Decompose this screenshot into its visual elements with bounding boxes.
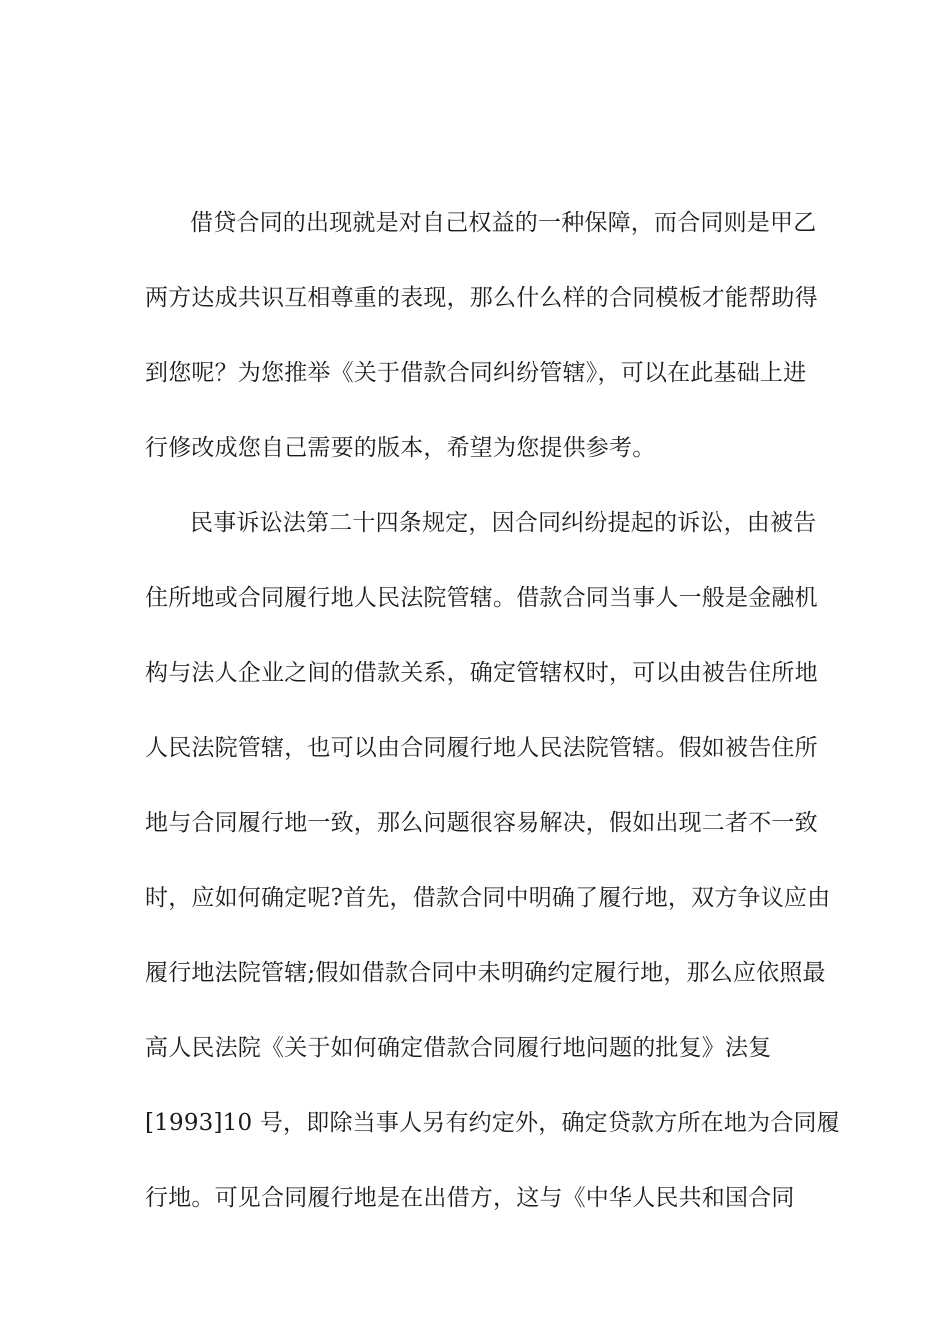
paragraph-2-line-2: 住所地或合同履行地人民法院管辖。借款合同当事人一般是金融机 (145, 585, 818, 611)
paragraph-1-line-3: 到您呢？为您推举《关于借款合同纠纷管辖》，可以在此基础上进 (145, 360, 807, 386)
paragraph-2-line-10: 行地。可见合同履行地是在出借方，这与《中华人民共和国合同 (145, 1185, 795, 1211)
paragraph-1-line-1: 借贷合同的出现就是对自己权益的一种保障，而合同则是甲乙 (190, 210, 817, 236)
paragraph-2-line-1: 民事诉讼法第二十四条规定，因合同纠纷提起的诉讼，由被告 (190, 510, 817, 536)
paragraph-2-line-3: 构与法人企业之间的借款关系，确定管辖权时，可以由被告住所地 (145, 660, 818, 686)
paragraph-1-line-4: 行修改成您自己需要的版本，希望为您提供参考。 (145, 435, 656, 461)
paragraph-1-line-2: 两方达成共识互相尊重的表现，那么什么样的合同模板才能帮助得 (145, 285, 818, 311)
paragraph-2-line-9: [1993]10 号，即除当事人另有约定外，确定贷款方所在地为合同履 (145, 1110, 840, 1136)
paragraph-2-line-7: 履行地法院管辖;假如借款合同中未明确约定履行地，那么应依照最 (145, 960, 826, 986)
paragraph-2-line-8: 高人民法院《关于如何确定借款合同履行地问题的批复》法复 (145, 1035, 772, 1061)
paragraph-2-line-5: 地与合同履行地一致，那么问题很容易解决，假如出现二者不一致 (145, 810, 818, 836)
paragraph-2-line-4: 人民法院管辖，也可以由合同履行地人民法院管辖。假如被告住所 (145, 735, 818, 761)
paragraph-2-line-6: 时，应如何确定呢?首先，借款合同中明确了履行地，双方争议应由 (145, 885, 831, 911)
